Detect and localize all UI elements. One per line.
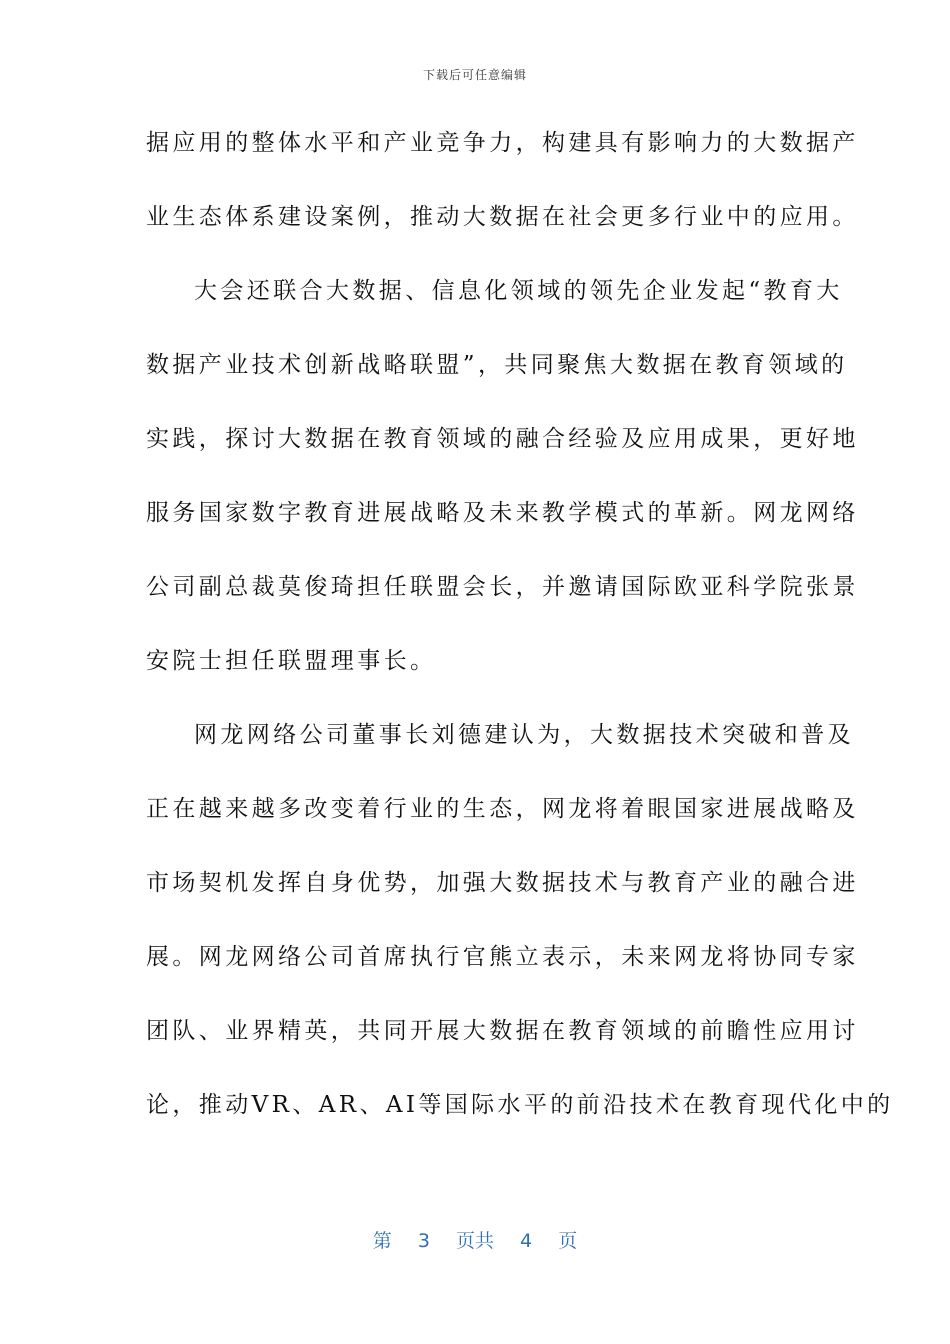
text-line: 市场契机发挥自身优势，加强大数据技术与教育产业的融合进 (146, 870, 859, 896)
footer-total-pages: 4 (520, 1230, 533, 1252)
footer-ye: 页 (558, 1230, 578, 1252)
text-line: 数据产业技术创新战略联盟”，共同聚焦大数据在教育领域的 (146, 352, 848, 378)
footer-di: 第 (372, 1230, 392, 1252)
text-line: 网龙网络公司董事长刘德建认为，大数据技术突破和普及 (194, 722, 854, 748)
text-line: 服务国家数字教育进展战略及未来教学模式的革新。网龙网络 (146, 500, 859, 526)
text-line: 正在越来越多改变着行业的生态，网龙将着眼国家进展战略及 (146, 796, 859, 822)
text-line: 业生态体系建设案例，推动大数据在社会更多行业中的应用。 (146, 204, 859, 230)
text-line: 实践，探讨大数据在教育领域的融合经验及应用成果，更好地 (146, 426, 859, 452)
text-line: 展。网龙网络公司首席执行官熊立表示，未来网龙将协同专家 (146, 944, 859, 970)
text-line: 据应用的整体水平和产业竞争力，构建具有影响力的大数据产 (146, 130, 859, 156)
text-line: 公司副总裁莫俊琦担任联盟会长，并邀请国际欧亚科学院张景 (146, 574, 859, 600)
text-line: 安院士担任联盟理事长。 (146, 648, 437, 674)
footer-page-number: 3 (417, 1230, 430, 1252)
document-body (146, 118, 894, 1154)
text-line: 大会还联合大数据、信息化领域的领先企业发起“教育大 (194, 278, 843, 304)
text-line: 团队、业界精英，共同开展大数据在教育领域的前瞻性应用讨 (146, 1018, 859, 1044)
header-note: 下载后可任意编辑 (422, 68, 527, 82)
footer-ye-gong: 页共 (455, 1230, 494, 1252)
text-line: 论，推动VR、AR、AI等国际水平的前沿技术在教育现代化中的 (146, 1092, 894, 1118)
page-footer (0, 1226, 950, 1253)
